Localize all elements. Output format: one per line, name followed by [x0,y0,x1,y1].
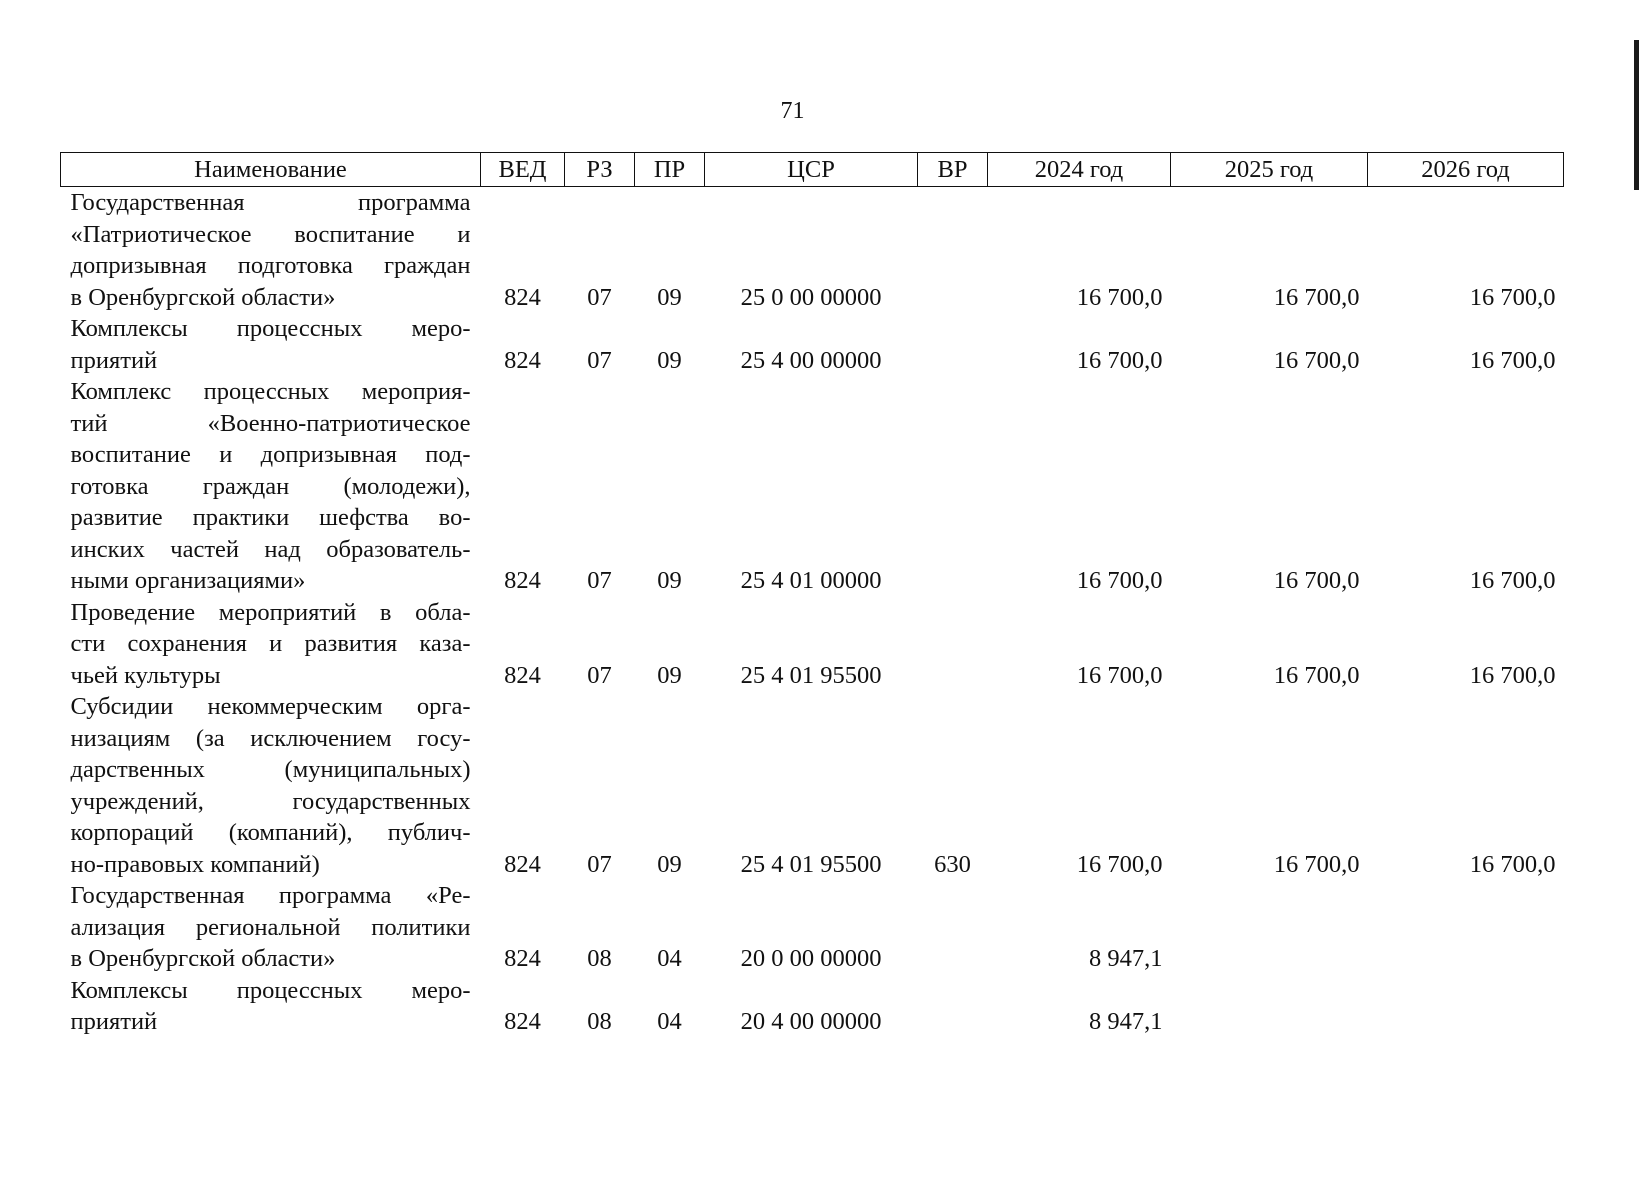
header-rz: РЗ [565,153,635,187]
row-2026: 16 700,0 [1469,346,1556,374]
budget-table [60,152,1564,1038]
scan-edge-mark [1634,40,1639,190]
row-pr: 04 [657,1008,682,1035]
row-rz: 07 [587,850,612,878]
row-name-line: готовка граждан (молодежи), [70,472,471,500]
row-2024: 16 700,0 [1076,850,1163,878]
row-name-line: Государственная программа [70,189,471,216]
row-vr [918,313,988,376]
table-row [61,187,1564,314]
row-pr: 09 [657,567,682,594]
row-csr: 25 4 01 00000 [740,567,882,594]
row-name-line: Комплексы процессных меро- [70,976,471,1004]
row-2025: 16 700,0 [1273,346,1360,374]
row-2024: 16 700,0 [1076,661,1163,689]
row-name-line: ализация региональной политики [70,913,471,941]
row-2025: 16 700,0 [1273,661,1360,689]
row-name [61,691,481,880]
row-2026 [1368,975,1564,1038]
row-name [61,597,481,692]
row-ved: 824 [504,661,541,689]
header-name: Наименование [61,153,481,187]
table-body [61,187,1564,1038]
row-rz: 08 [587,945,612,972]
row-vr [918,376,988,597]
row-2024: 8 947,1 [1089,945,1163,972]
header-2024: 2024 год [988,153,1171,187]
row-name-line: в Оренбургской области» [70,945,336,972]
row-2025 [1171,880,1368,975]
row-csr: 20 4 00 00000 [740,1008,882,1035]
row-pr: 09 [657,850,682,878]
row-2026 [1368,880,1564,975]
row-name-line: Проведение мероприятий в обла- [70,598,471,626]
row-name-line: чьей культуры [70,661,221,689]
row-2026: 16 700,0 [1469,661,1556,689]
row-2024: 16 700,0 [1076,567,1163,594]
row-csr: 25 0 00 00000 [740,283,882,311]
table-row [61,376,1564,597]
header-ved: ВЕД [481,153,565,187]
row-name-line: учреждений, государственных [70,787,471,815]
row-2026: 16 700,0 [1469,567,1556,594]
row-2026: 16 700,0 [1469,283,1556,311]
row-name-line: Государственная программа «Ре- [70,882,471,909]
row-rz: 08 [587,1008,612,1035]
table-header-row [61,153,1564,187]
row-name-line: Субсидии некоммерческим орга- [70,693,471,720]
row-name-line: развитие практики шефства во- [70,504,471,531]
row-2025: 16 700,0 [1273,283,1360,311]
row-name-line: тий «Военно-патриотическое [70,409,471,437]
row-name-line: в Оренбургской области» [70,283,336,311]
row-name-line: приятий [70,346,158,374]
row-csr: 20 0 00 00000 [740,945,882,972]
row-csr: 25 4 00 00000 [740,346,882,374]
row-name-line: инских частей над образователь- [70,535,471,563]
row-vr [918,975,988,1038]
row-name-line: воспитание и допризывная под- [70,441,471,468]
row-name-line: допризывная подготовка граждан [70,252,471,279]
row-csr: 25 4 01 95500 [740,661,882,689]
row-2026: 16 700,0 [1469,850,1556,878]
header-pr: ПР [635,153,705,187]
row-ved: 824 [504,1008,541,1035]
row-ved: 824 [504,850,541,878]
row-2024: 8 947,1 [1089,1008,1163,1035]
row-ved: 824 [504,283,541,311]
row-name-line: дарственных (муниципальных) [70,756,471,783]
row-name-line: «Патриотическое воспитание и [70,220,471,248]
row-name-line: Комплекс процессных мероприя- [70,378,471,405]
table-row [61,880,1564,975]
row-name [61,975,481,1038]
row-name-line: Комплексы процессных меро- [70,315,471,342]
row-csr: 25 4 01 95500 [740,850,882,878]
row-rz: 07 [587,283,612,311]
row-name-line: корпораций (компаний), публич- [70,819,471,846]
row-name-line: сти сохранения и развития каза- [70,630,471,657]
row-name [61,880,481,975]
header-2025: 2025 год [1171,153,1368,187]
row-vr: 630 [934,850,971,878]
table-row [61,975,1564,1038]
row-vr [918,597,988,692]
row-rz: 07 [587,346,612,374]
row-name-line: ными организациями» [70,567,306,594]
row-name [61,313,481,376]
row-ved: 824 [504,945,541,972]
header-csr: ЦСР [705,153,918,187]
row-vr [918,880,988,975]
page-number: 71 [780,98,805,124]
row-name-line: низациям (за исключением госу- [70,724,471,752]
row-ved: 824 [504,567,541,594]
row-name [61,376,481,597]
row-vr [918,187,988,314]
row-pr: 09 [657,661,682,689]
row-pr: 09 [657,346,682,374]
table-row [61,691,1564,880]
header-2026: 2026 год [1368,153,1564,187]
table-row [61,313,1564,376]
row-name-line: но-правовых компаний) [70,850,320,878]
table-row [61,597,1564,692]
row-2025: 16 700,0 [1273,850,1360,878]
row-2025: 16 700,0 [1273,567,1360,594]
row-name [61,187,481,314]
row-2024: 16 700,0 [1076,283,1163,311]
row-pr: 04 [657,945,682,972]
row-name-line: приятий [70,1008,158,1035]
row-rz: 07 [587,661,612,689]
row-2025 [1171,975,1368,1038]
row-pr: 09 [657,283,682,311]
header-vr: ВР [918,153,988,187]
row-rz: 07 [587,567,612,594]
row-2024: 16 700,0 [1076,346,1163,374]
row-ved: 824 [504,346,541,374]
